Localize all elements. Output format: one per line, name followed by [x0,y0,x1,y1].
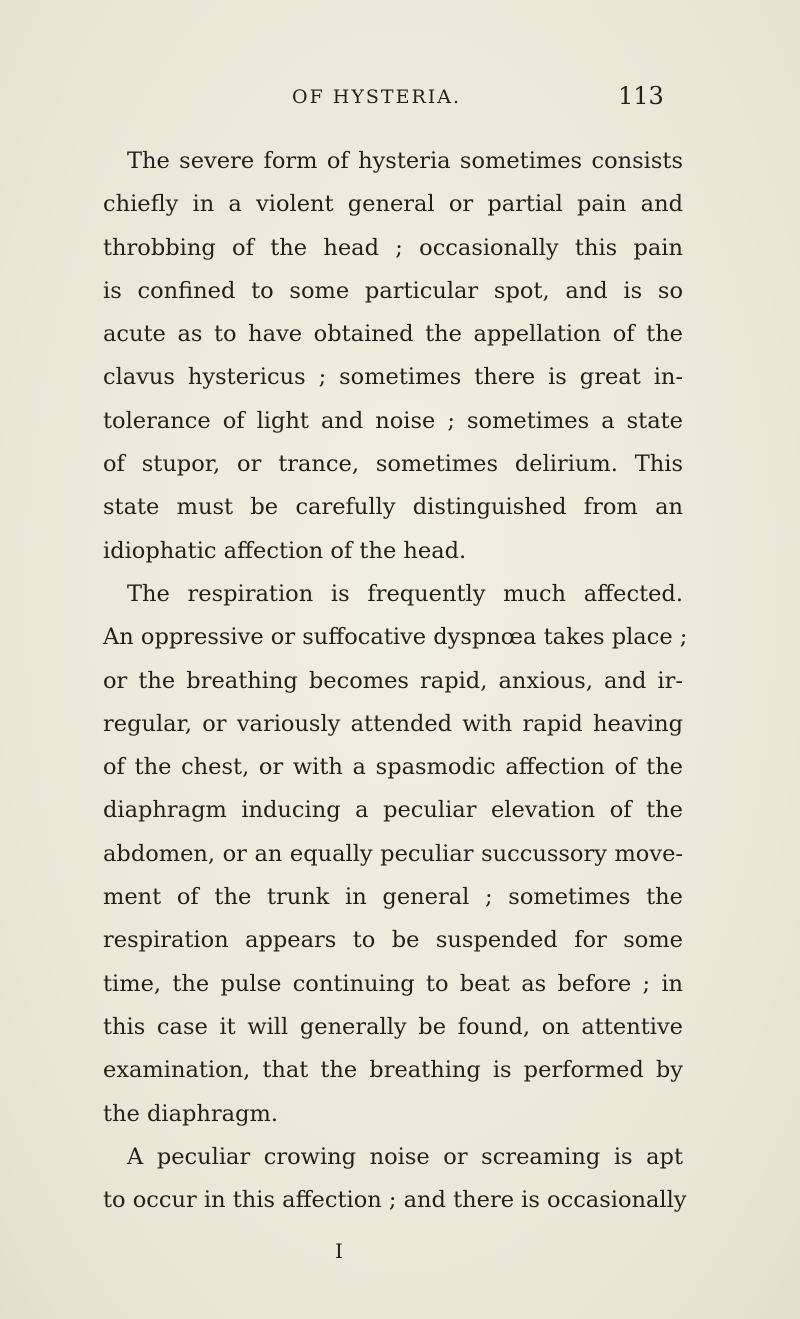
text-line: state must be carefully distinguished from an [103,494,683,521]
text-line: ment of the trunk in general ; sometimes the [103,884,683,911]
text-line: of stupor, or trance, sometimes delirium. This [103,451,683,478]
text-line: An oppressive or suffocative dyspnœa takes place ; [103,624,688,651]
text-line: the diaphragm. [103,1100,278,1127]
text-line: respiration appears to be suspended for some [103,927,683,954]
text-line: tolerance of light and noise ; sometimes a state [103,407,683,434]
text-line: examination, that the breathing is performed by [103,1057,683,1084]
text-line: this case it will generally be found, on attentive [103,1013,683,1040]
text-line: diaphragm inducing a peculiar elevation of the [103,797,683,824]
text-line: The severe form of hysteria sometimes consists [127,148,683,174]
page-number: 113 [618,82,664,110]
text-line: of the chest, or with a spasmodic affection of the [103,754,683,781]
text-line: time, the pulse continuing to beat as before ; in [103,970,683,997]
text-line: The respiration is frequently much affected. [127,580,683,607]
text-line: A peculiar crowing noise or screaming is apt [127,1143,683,1170]
text-line: or the breathing becomes rapid, anxious, and ir- [103,667,683,694]
text-line: clavus hystericus ; sometimes there is great in- [103,364,683,391]
text-line: chiefly in a violent general or partial pain and [103,191,683,218]
text-line: abdomen, or an equally peculiar succussory move- [103,840,683,867]
running-title: OF HYSTERIA. [292,86,462,108]
text-line: throbbing of the head ; occasionally this pain [103,234,683,261]
text-line: regular, or variously attended with rapid heaving [103,710,683,737]
text-line: to occur in this affection ; and there is occasionally [103,1187,687,1214]
text-line: idiophatic affection of the head. [103,537,467,564]
running-head [0,82,800,122]
text-line: is confined to some particular spot, and is so [103,277,683,304]
signature-mark: I [335,1239,343,1263]
body-text [103,140,688,1222]
text-line: acute as to have obtained the appellation of the [103,321,683,348]
